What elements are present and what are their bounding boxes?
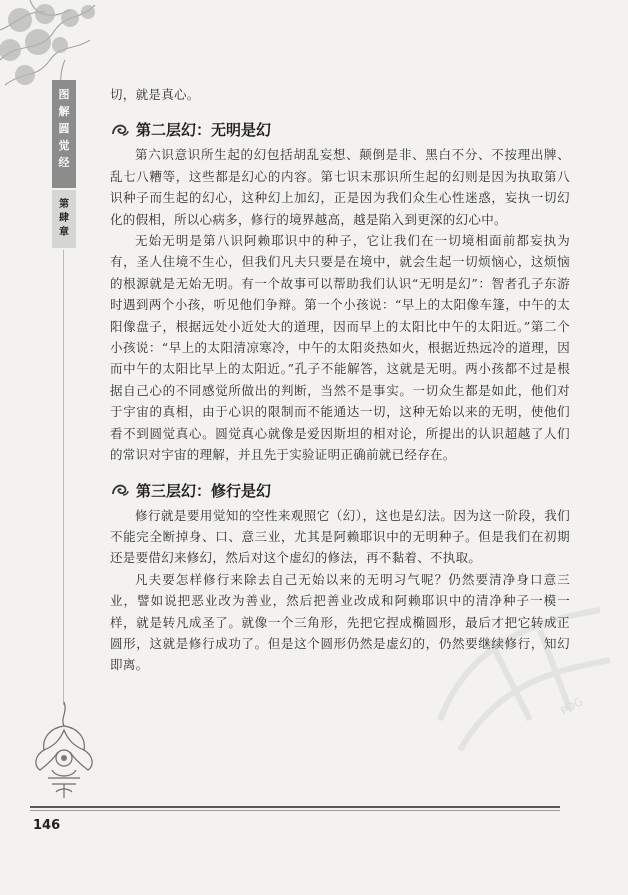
footer-rule [30,806,560,808]
intro-paragraph: 切，就是真心。 [110,87,200,102]
book-title-char: 觉 [58,139,70,152]
footer-rule-thin [30,810,560,811]
lotus-ornament-icon [30,700,98,800]
section-heading-text: 第三层幻：修行是幻 [136,481,272,500]
sidebar-divider-line [63,250,64,705]
body-paragraph: 凡夫要怎样修行来除去自己无始以来的无明习气呢？仍然要清净身口意三业，譬如说把恶业改为善业，然后把善业改成和阿赖耶识中的清净种子一模一样，就是转凡成圣了。就像一个三角形，先把它捏成椭圆形，最后才把它转成正圆形，这就是修行成功了。但是这个圆形仍然是虚幻的，仍然要继续修行，知幻即离。 [110,571,570,673]
book-title-char: 图 [58,88,70,101]
section-heading [110,119,570,140]
body-paragraph: 无始无明是第八识阿赖耶识中的种子，它让我们在一切境相面前都妄执为有，圣人住境不生心，但我们凡夫只要是在境中，就会生起一切烦恼心，这烦恼的根源就是无始无明。有一个故事可以帮助我们认识“无明是幻”：智者孔子东游时遇到两个小孩，听见他们争辩。第一个小孩说：“早上的太阳像车篷，中午的太阳像盘子，根据远处小近处大的道理，因而早上的太阳比中午的太阳近。”第二个小孩说：“早上的太阳清凉寒冷，中午的太阳炎热如火，根据近热远冷的道理，因而中午的太阳比早上的太阳近。”孔子不能解答，这就是无明。两小孩都不过是根据自己心的不同感觉所做出的判断，当然不是事实。一切众生都是如此，他们对于宇宙的真相，由于心识的限制而不能通达一切，这种无始以来的无明，使他们看不到圆觉真心。圆觉真心就像是爱因斯坦的相对论，所提出的认识超越了人们的常识对宇宙的理解，并且先于实验证明正确前就已经存在。 [110,233,570,463]
chapter-char: 第 [59,199,69,210]
swirl-icon [110,480,130,500]
section-heading [110,480,570,501]
book-title-char: 圆 [58,122,70,135]
chapter-char: 肆 [59,213,69,224]
swirl-icon [110,120,130,140]
book-title-char: 经 [58,156,70,169]
main-text [110,84,570,676]
page-number: 146 [33,818,61,833]
body-paragraph: 修行就是要用觉知的空性来观照它（幻），这也是幻法。因为这一阶段，我们不能完全断掉身、口、意三业，尤其是阿赖耶识中的无明种子。但是我们在初期还是要借幻来修幻，然后对这个虚幻的修法，再不黏着、不执取。 [110,507,570,566]
section-heading-text: 第二层幻：无明是幻 [136,121,272,140]
chapter-char: 章 [59,227,69,238]
body-paragraph: 第六识意识所生起的幻包括胡乱妄想、颠倒是非、黑白不分、不按理出牌、乱七八糟等，这些都是幻心的内容。第七识末那识所生起的幻则是因为执取第八识种子而生起的幻心，这种幻上加幻，正是因为我们众生心性迷惑，妄执一切幻化的假相，所以心病多，修行的境界越高，越是陷入到更深的幻心中。 [110,147,570,227]
chapter-label-vertical [52,190,76,248]
book-title-char: 解 [58,105,70,118]
book-title-vertical [52,80,76,188]
sidebar-tab [52,70,76,250]
watermark-label: PDG [558,694,586,719]
